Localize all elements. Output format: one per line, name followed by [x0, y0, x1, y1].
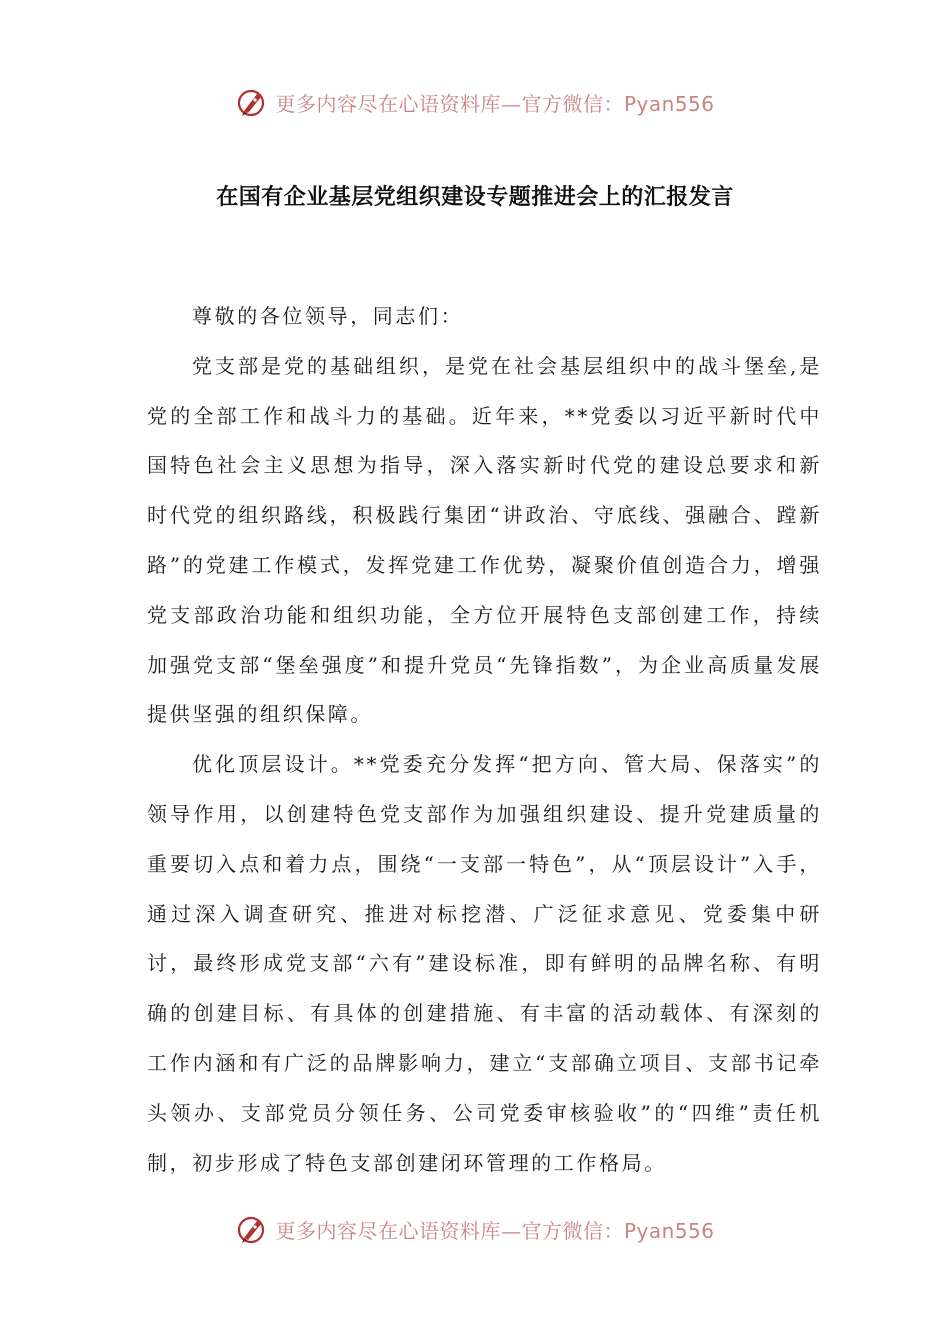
paragraph: 优化顶层设计。**党委充分发挥“把方向、管大局、保落实”的领导作用，以创建特色党支部作为加强组织建设、提升党建质量的重要切入点和着力点，围绕“一支部一特色”，从“顶层设计”入手，通过深入调查研究、推进对标挖潜、广泛征求意见、党委集中研讨，最终形成党支部“六有”建设标准，即有鲜明的品牌名称、有明确的创建目标、有具体的创建措施、有丰富的活动载体、有深刻的工作内涵和有广泛的品牌影响力，建立“支部确立项目、支部书记牵头领办、支部党员分领任务、公司党委审核验收”的“四维”责任机制，初步形成了特色支部创建闭环管理的工作格局。 — [147, 752, 822, 1175]
footer-banner — [0, 1209, 950, 1249]
pen-logo-icon — [235, 1212, 269, 1246]
pen-logo-icon — [235, 85, 269, 119]
document-body — [147, 292, 822, 1188]
banner-wechat-id: Pyan556 — [623, 1218, 715, 1243]
banner-wechat-label: 官方微信： — [521, 91, 624, 116]
header-banner — [0, 82, 950, 122]
greeting: 尊敬的各位领导，同志们： — [192, 304, 464, 328]
banner-wechat-label: 官方微信： — [521, 1218, 624, 1243]
banner-wechat-id: Pyan556 — [623, 91, 715, 116]
banner-text — [275, 88, 714, 117]
banner-site-text: 更多内容尽在心语资料库— — [275, 91, 522, 116]
document-title: 在国有企业基层党组织建设专题推进会上的汇报发言 — [216, 184, 734, 210]
banner-text — [275, 1215, 714, 1244]
paragraph: 党支部是党的基础组织，是党在社会基层组织中的战斗堡垒,是党的全部工作和战斗力的基础。近年来，**党委以习近平新时代中国特色社会主义思想为指导，深入落实新时代党的建设总要求和新时代党的组织路线，积极践行集团“讲政治、守底线、强融合、蹚新路”的党建工作模式，发挥党建工作优势，凝聚价值创造合力，增强党支部政治功能和组织功能，全方位开展特色支部创建工作，持续加强党支部“堡垒强度”和提升党员“先锋指数”，为企业高质量发展提供坚强的组织保障。 — [147, 353, 822, 727]
banner-site-text: 更多内容尽在心语资料库— — [275, 1218, 522, 1243]
